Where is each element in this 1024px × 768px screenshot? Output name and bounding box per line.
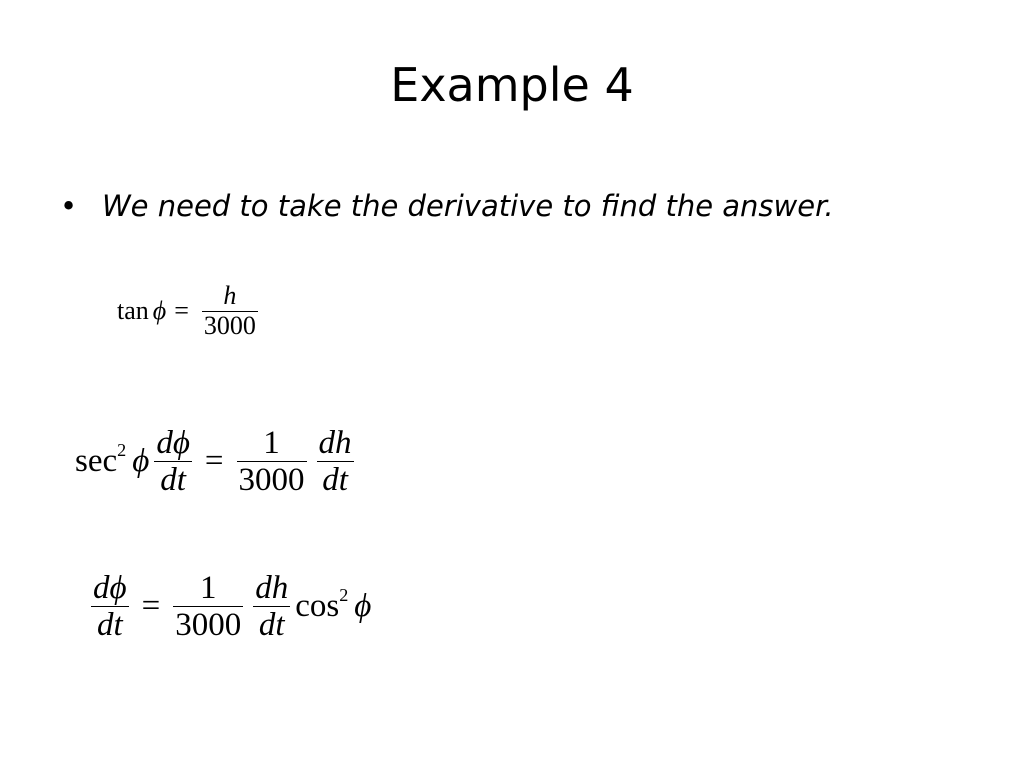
fraction-denominator: dt [160,462,186,499]
fraction-denominator: dt [258,607,285,644]
fraction-denominator: 3000 [238,462,305,499]
fraction-denominator: dt [96,607,123,644]
variable-phi: ϕ [132,443,150,480]
fraction-numerator: h [223,281,237,310]
function-name: cos [295,588,340,625]
equation-solved [86,570,371,644]
function-tan: tan [117,296,149,326]
fraction-h-over-3000 [202,282,258,340]
function-cos [295,584,349,625]
fraction-dphi-dt [154,425,192,499]
bullet-marker: • [60,189,78,223]
variable-phi: ϕ [152,296,167,326]
equals-sign: = [204,443,224,480]
fraction-dh-dt [253,570,290,644]
equation-derivative [75,425,359,499]
variable-phi: ϕ [354,588,372,625]
exponent: 2 [117,439,127,460]
bullet-item [60,189,834,223]
equation-tan [117,282,263,340]
equals-sign: = [141,588,161,625]
bullet-text: We need to take the derivative to find the answer. [102,189,834,223]
fraction-1-over-3000 [173,570,243,644]
function-name: sec [75,443,118,480]
exponent: 2 [339,584,349,605]
fraction-denominator: 3000 [175,607,242,644]
fraction-numerator: dh [318,425,352,461]
fraction-numerator: dh [255,570,289,606]
fraction-dh-dt [317,425,354,499]
slide-title: Example 4 [390,58,634,112]
fraction-denominator: dt [322,462,348,499]
fraction-1-over-3000 [237,425,307,499]
fraction-numerator: 1 [263,425,280,461]
function-sec [75,439,127,480]
fraction-denominator: 3000 [203,310,256,340]
equals-sign: = [174,296,189,326]
fraction-dphi-dt [91,570,129,644]
fraction-numerator: 1 [199,570,217,606]
fraction-numerator: dϕ [93,570,127,606]
fraction-numerator: dϕ [156,425,190,461]
